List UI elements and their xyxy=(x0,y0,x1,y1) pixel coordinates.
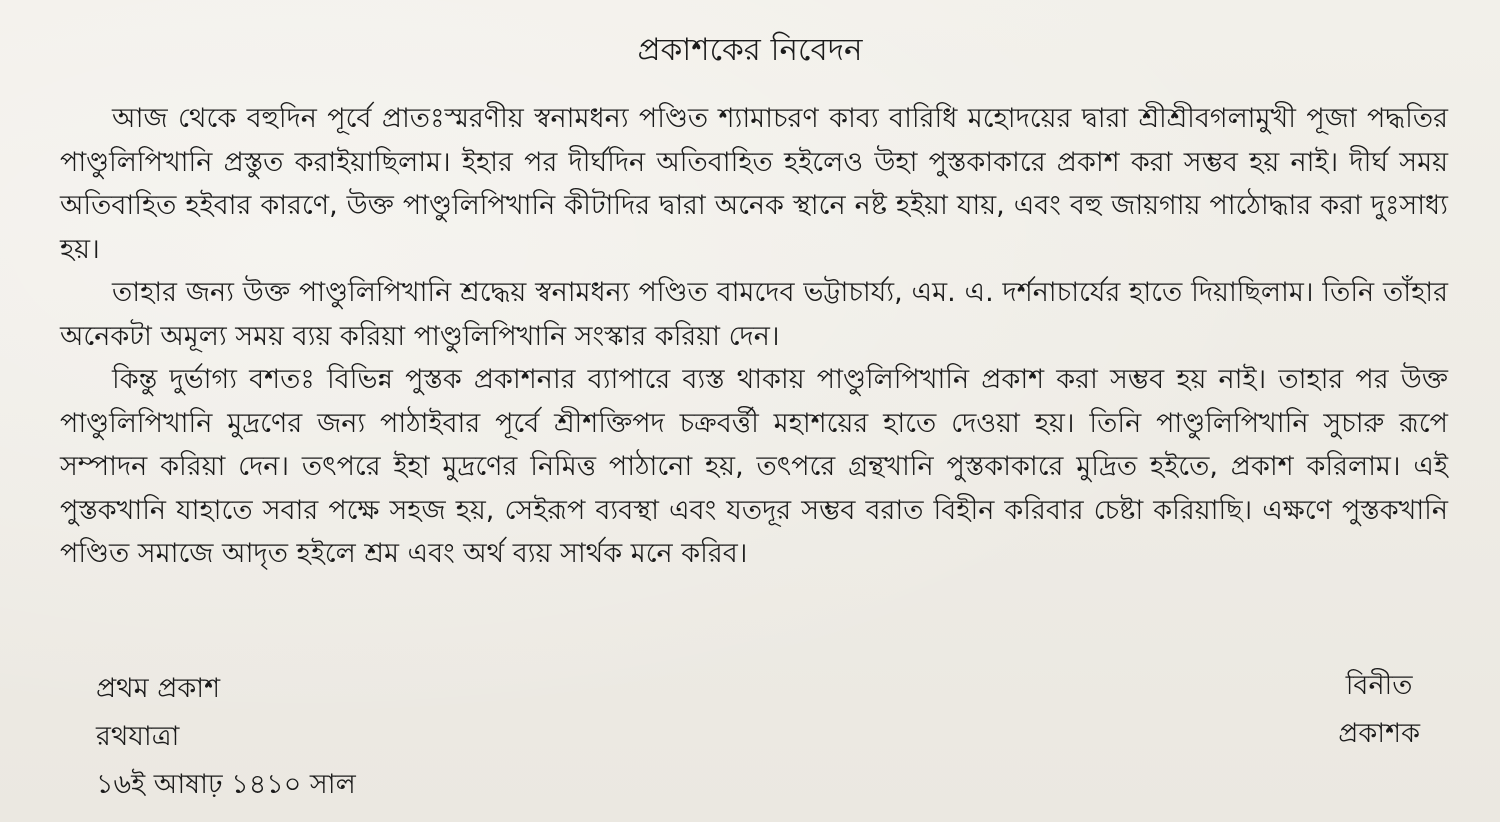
first-edition-label: প্রথম প্রকাশ xyxy=(96,673,221,704)
signature-block xyxy=(1338,662,1420,758)
signature-publisher: প্রকাশক xyxy=(1338,718,1420,749)
signature-salutation: বিনীত xyxy=(1345,670,1413,701)
document-body xyxy=(60,97,1448,576)
paragraph-1: আজ থেকে বহুদিন পূর্বে প্রাতঃস্মরণীয় স্বনামধন্য পণ্ডিত শ্যামাচরণ কাব্য বারিধি মহোদয়ের দ্বারা শ্রীশ্রীবগলামুখী পূজা পদ্ধতির পাণ্ডুলিপিখানি প্রস্তুত করাইয়াছিলাম। ইহার পর দীর্ঘদিন অতিবাহিত হইলেও উহা পুস্তকাকারে প্রকাশ করা সম্ভব হয় নাই। দীর্ঘ সময় অতিবাহিত হইবার কারণে, উক্ত পাণ্ডুলিপিখানি কীটাদির দ্বারা অনেক স্থানে নষ্ট হইয়া যায়, এবং বহু জায়গায় পাঠোদ্ধার করা দুঃসাধ্য হয়। xyxy=(60,103,1448,265)
document-title: প্রকাশকের নিবেদন xyxy=(637,32,863,68)
publication-info xyxy=(96,665,356,809)
paragraph-2: তাহার জন্য উক্ত পাণ্ডুলিপিখানি শ্রদ্ধেয় স্বনামধন্য পণ্ডিত বামদেব ভট্টাচার্য্য, এম. এ. দর্শনাচার্যের হাতে দিয়াছিলাম। তিনি তাঁহার অনেকটা অমূল্য সময় ব্যয় করিয়া পাণ্ডুলিপিখানি সংস্কার করিয়া দেন। xyxy=(60,277,1448,352)
occasion-label: রথযাত্রা xyxy=(96,721,180,752)
publication-date: ১৬ই আষাঢ় ১৪১০ সাল xyxy=(96,769,356,800)
paragraph-3: কিন্তু দুর্ভাগ্য বশতঃ বিভিন্ন পুস্তক প্রকাশনার ব্যাপারে ব্যস্ত থাকায় পাণ্ডুলিপিখানি প্রকাশ করা সম্ভব হয় নাই। তাহার পর উক্ত পাণ্ডুলিপিখানি মুদ্রণের জন্য পাঠাইবার পূর্বে শ্রীশক্তিপদ চক্রবর্ত্তী মহাশয়ের হাতে দেওয়া হয়। তিনি পাণ্ডুলিপিখানি সুচারু রূপে সম্পাদন করিয়া দেন। তৎপরে ইহা মুদ্রণের নিমিত্ত পাঠানো হয়, তৎপরে গ্রন্থখানি পুস্তকাকারে মুদ্রিত হইতে, প্রকাশ করিলাম। এই পুস্তকখানি যাহাতে সবার পক্ষে সহজ হয়, সেইরূপ ব্যবস্থা এবং যতদূর সম্ভব বরাত বিহীন করিবার চেষ্টা করিয়াছি। এক্ষণে পুস্তকখানি পণ্ডিত সমাজে আদৃত হইলে শ্রম এবং অর্থ ব্যয় সার্থক মনে করিব। xyxy=(60,364,1448,569)
